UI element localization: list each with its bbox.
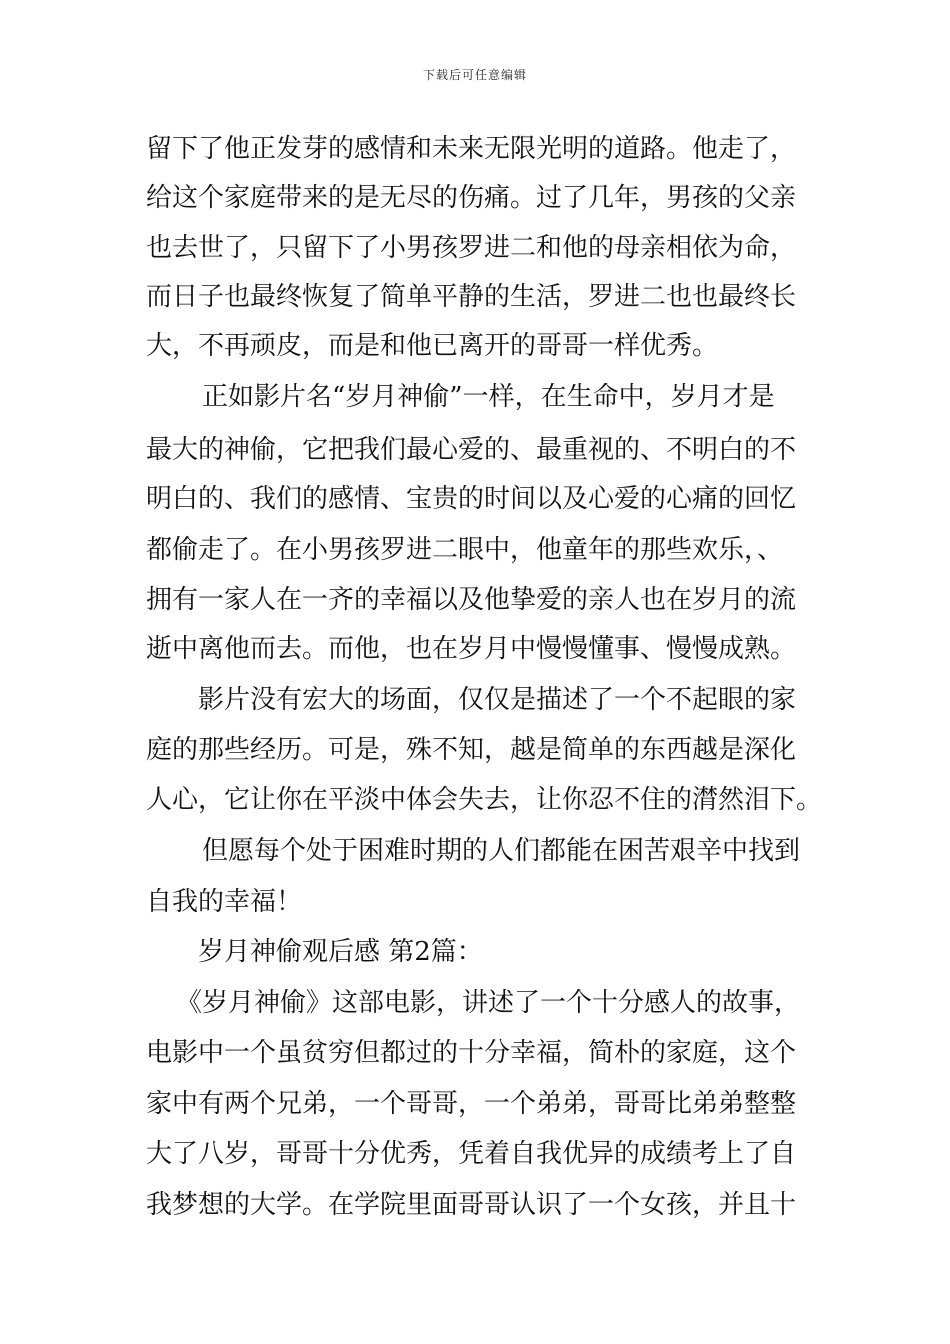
text-line: 正如影片名“岁月神偷”一样，在生命中，岁月才是 [202,382,775,412]
text-line: 拥有一家人在一齐的幸福以及他挚爱的亲人也在岁月的流 [146,585,797,615]
page-header: 下载后可任意编辑 [422,68,527,82]
text-line: 逝中离他而去。而他，也在岁月中慢慢懂事、慢慢成熟。 [146,634,797,664]
text-line: 给这个家庭带来的是无尽的伤痛。过了几年，男孩的父亲 [146,183,797,213]
text-line: 明白的、我们的感情、宝贵的时间以及心爱的心痛的回忆 [146,484,797,514]
text-line: 也去世了，只留下了小男孩罗进二和他的母亲相依为命， [146,233,797,263]
text-line: 大了八岁，哥哥十分优秀，凭着自我优异的成绩考上了自 [146,1139,797,1169]
text-line: 都偷走了。在小男孩罗进二眼中，他童年的那些欢乐，、 [146,535,784,565]
text-line: 我梦想的大学。在学院里面哥哥认识了一个女孩，并且十 [146,1190,797,1220]
text-line: 大，不再顽皮，而是和他已离开的哥哥一样优秀。 [146,331,719,361]
text-line: 留下了他正发芽的感情和未来无限光明的道路。他走了， [146,134,797,164]
text-line: 庭的那些经历。可是，殊不知，越是简单的东西越是深化 [146,735,797,765]
text-line: 最大的神偷，它把我们最心爱的、最重视的、不明白的不 [146,435,797,465]
text-line: 自我的幸福！ [146,887,303,917]
section-heading: 岁月神偷观后感 第2篇： [198,937,483,967]
text-line: 人心，它让你在平淡中体会失去，让你忍不住的潸然泪下。 [146,785,823,815]
text-line: 电影中一个虽贫穷但都过的十分幸福，简朴的家庭，这个 [146,1038,797,1068]
text-line: 家中有两个兄弟，一个哥哥，一个弟弟，哥哥比弟弟整整 [146,1089,797,1119]
text-line: 但愿每个处于困难时期的人们都能在困苦艰辛中找到 [202,836,801,866]
text-line: 影片没有宏大的场面，仅仅是描述了一个不起眼的家 [198,685,797,715]
text-line: 《岁月神偷》这部电影，讲述了一个十分感人的故事， [176,988,801,1018]
text-line: 而日子也最终恢复了简单平静的生活，罗进二也也最终长 [146,282,797,312]
